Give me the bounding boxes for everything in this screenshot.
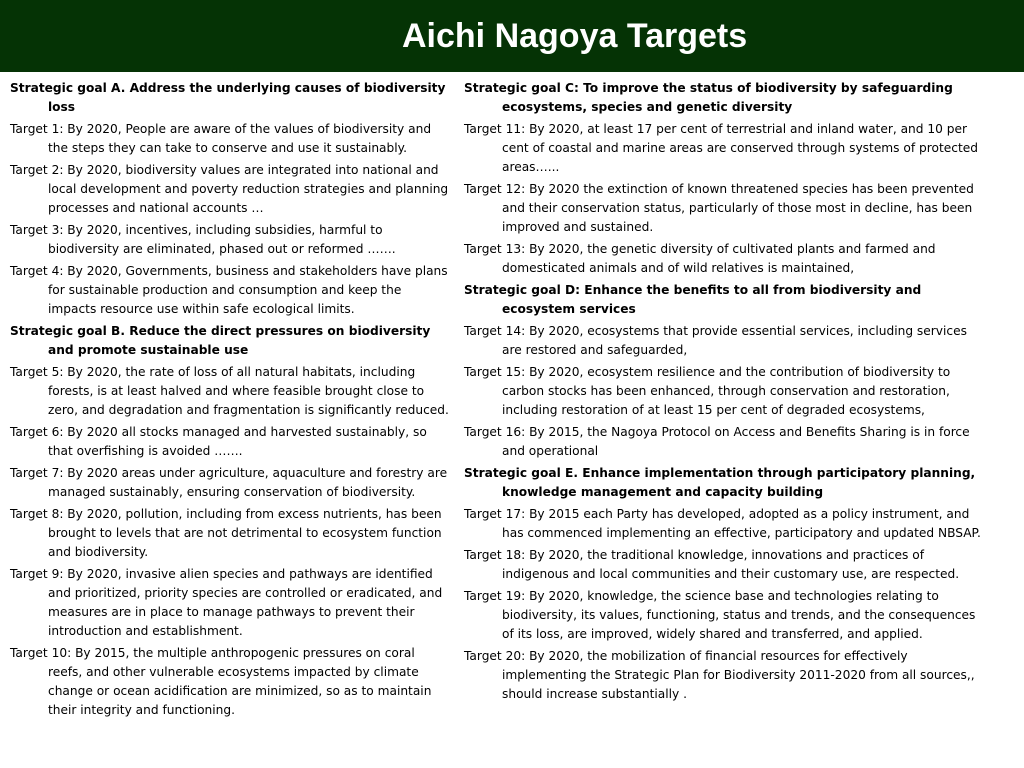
target-item: Target 10: By 2015, the multiple anthropogenic pressures on coral reefs, and other vulnerable ecosystems impacted by climate change or ocean acidification are minimized, so as to maintain their integrity and functioning.	[10, 646, 432, 717]
left-column	[10, 79, 450, 723]
title-bar	[0, 0, 1024, 72]
target-item: Target 14: By 2020, ecosystems that provide essential services, including services are restored and safeguarded,	[464, 324, 967, 357]
goal-heading: Strategic goal C: To improve the status of biodiversity by safeguarding ecosystems, species and genetic diversity	[464, 81, 953, 114]
goal-heading: Strategic goal B. Reduce the direct pressures on biodiversity and promote sustainable use	[10, 324, 431, 357]
target-item: Target 2: By 2020, biodiversity values are integrated into national and local development and poverty reduction strategies and planning processes and national accounts …	[10, 163, 449, 215]
target-item: Target 9: By 2020, invasive alien species and pathways are identified and prioritized, priority species are controlled or eradicated, and measures are in place to manage pathways to prevent their introduction and establishment.	[10, 567, 443, 638]
target-item: Target 18: By 2020, the traditional knowledge, innovations and practices of indigenous and local communities and their customary use, are respected.	[464, 548, 960, 581]
target-item: Target 4: By 2020, Governments, business and stakeholders have plans for sustainable production and consumption and keep the impacts resource use within safe ecological limits.	[10, 264, 448, 316]
target-item: Target 5: By 2020, the rate of loss of all natural habitats, including forests, is at least halved and where feasible brought close to zero, and degradation and fragmentation is significantly reduced.	[10, 365, 449, 417]
target-item: Target 13: By 2020, the genetic diversity of cultivated plants and farmed and domesticated animals and of wild relatives is maintained,	[464, 242, 936, 275]
slide-title: Aichi Nagoya Targets	[402, 17, 748, 55]
target-item: Target 20: By 2020, the mobilization of financial resources for effectively implementing the Strategic Plan for Biodiversity 2011-2020 from all sources,, should increase substantially .	[464, 649, 975, 701]
target-item: Target 11: By 2020, at least 17 per cent of terrestrial and inland water, and 10 per cent of coastal and marine areas are conserved through systems of protected areas…...	[464, 122, 978, 174]
target-item: Target 15: By 2020, ecosystem resilience and the contribution of biodiversity to carbon stocks has been enhanced, through conservation and restoration, including restoration of at least 15 per cent of degraded ecosystems,	[464, 365, 951, 417]
right-column	[464, 79, 986, 707]
target-item: Target 6: By 2020 all stocks managed and harvested sustainably, so that overfishing is avoided …….	[10, 425, 427, 458]
target-item: Target 12: By 2020 the extinction of known threatened species has been prevented and their conservation status, particularly of those most in decline, has been improved and sustained.	[464, 182, 974, 234]
target-item: Target 1: By 2020, People are aware of the values of biodiversity and the steps they can take to conserve and use it sustainably.	[10, 122, 432, 155]
goal-heading: Strategic goal D: Enhance the benefits to all from biodiversity and ecosystem services	[464, 283, 922, 316]
target-item: Target 7: By 2020 areas under agriculture, aquaculture and forestry are managed sustainably, ensuring conservation of biodiversity.	[10, 466, 448, 499]
target-item: Target 8: By 2020, pollution, including from excess nutrients, has been brought to levels that are not detrimental to ecosystem function and biodiversity.	[10, 507, 442, 559]
goal-heading: Strategic goal E. Enhance implementation through participatory planning, knowledge management and capacity building	[464, 466, 976, 499]
target-item: Target 16: By 2015, the Nagoya Protocol on Access and Benefits Sharing is in force and operational	[464, 425, 970, 458]
target-item: Target 17: By 2015 each Party has developed, adopted as a policy instrument, and has commenced implementing an effective, participatory and updated NBSAP.	[464, 507, 981, 540]
target-item: Target 19: By 2020, knowledge, the science base and technologies relating to biodiversity, its values, functioning, status and trends, and the consequences of its loss, are improved, widely shared and transferred, and applied.	[464, 589, 976, 641]
target-item: Target 3: By 2020, incentives, including subsidies, harmful to biodiversity are eliminated, phased out or reformed …….	[10, 223, 396, 256]
goal-heading: Strategic goal A. Address the underlying causes of biodiversity loss	[10, 81, 446, 114]
